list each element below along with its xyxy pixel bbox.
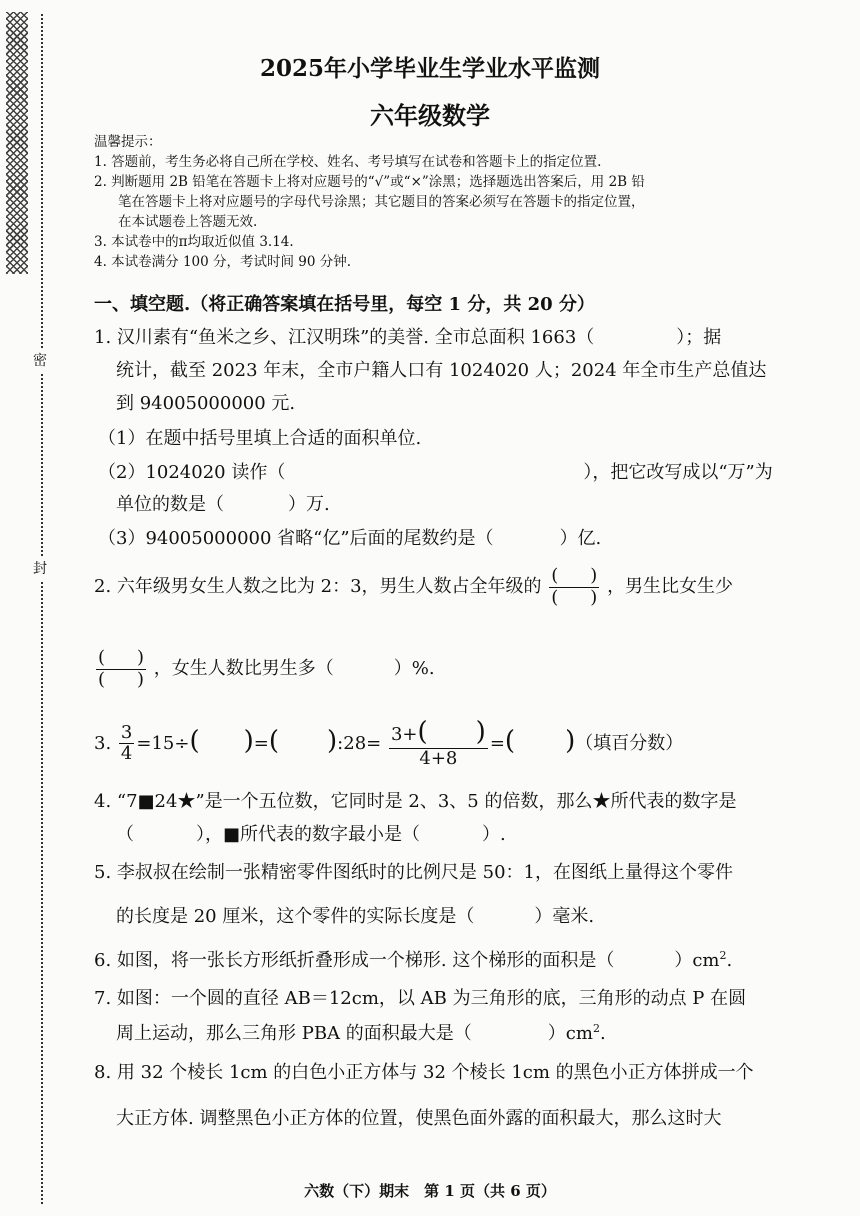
note-3: 3. 本试卷中的π均取近似值 3.14.	[94, 234, 294, 250]
q8-line1: 8. 用 32 个棱长 1cm 的白色小正方体与 32 个棱长 1cm 的黑色小正方体拼成一个	[94, 1062, 754, 1083]
q1-sub3-a: （3）94005000000 省略“亿”后面的尾数约是（	[98, 528, 494, 549]
section-1-heading: 一、填空题.（将正确答案填在括号里，每空 1 分，共 20 分）	[94, 294, 595, 315]
q4-text-b: ），■所代表的数字最小是（	[196, 824, 421, 845]
q3-eq1: =15÷	[136, 732, 190, 754]
q6-text-b: ）cm	[674, 950, 720, 971]
q1-sub2-d: ）万.	[288, 494, 330, 515]
q1-sub2-a: （2）1024020 读作（	[98, 462, 286, 483]
q4-text-c: ）.	[482, 824, 506, 845]
q7-sup: 2	[592, 1022, 600, 1035]
q8-line2: 大正方体. 调整黑色小正方体的位置，使黑色面外露的面积最大，那么这时大	[116, 1108, 722, 1129]
note-2-cont2: 在本试题卷上答题无效.	[118, 214, 258, 230]
q2-line2	[94, 648, 435, 690]
note-4: 4. 本试卷满分 100 分，考试时间 90 分钟.	[94, 254, 352, 270]
q1-sub2-c: 单位的数是（	[116, 494, 224, 515]
q3-eq3: :28=	[337, 732, 382, 754]
q1-sub3-line	[98, 524, 601, 550]
q1-sub1: （1）在题中括号里填上合适的面积单位.	[98, 428, 422, 449]
q3-eq4: =	[489, 732, 505, 754]
q3-label: 3.	[94, 732, 112, 754]
q3-fraction-blank: $\frac{3+( )}{4+8}$	[390, 717, 486, 769]
q1-text-a: 1. 汉川素有“鱼米之乡、江汉明珠”的美誉. 全市总面积 1663（	[94, 327, 595, 348]
q5-text-a: 的长度是 20 厘米，这个零件的实际长度是（	[116, 906, 475, 927]
q5-text-b: ）毫米.	[534, 906, 595, 927]
q4-text-a: （	[116, 824, 134, 845]
q7-text-b: ）cm	[547, 1023, 593, 1044]
q5-line2	[116, 902, 594, 928]
q2-text-d: ）%.	[393, 658, 435, 680]
q7-line2: 周上运动，那么三角形 PBA 的面积最大是（ ）$cm^2$.	[116, 1022, 606, 1044]
exam-title: 2025年小学毕业生学业水平监测	[259, 55, 600, 82]
q6-line: 6. 如图，将一张长方形纸折叠形成一个梯形. 这个梯形的面积是（ ）$cm^2$.	[94, 949, 733, 971]
q2-text-a: 2. 六年级男女生人数之比为 2：3，男生人数占全年级的	[94, 576, 542, 598]
page-footer: 六数（下）期末 第 1 页（共 6 页）	[304, 1182, 556, 1200]
q3-eq2: =	[253, 732, 269, 754]
q2-text-b: ，男生比女生少	[607, 576, 734, 598]
q6-sup: 2	[719, 949, 727, 962]
q4-line1: 4. “7■24★”是一个五位数，它同时是 2、3、5 的倍数，那么★所代表的数字是	[94, 791, 737, 812]
q3-fraction-3-4: $\frac{3}{4}$	[120, 721, 133, 765]
q1-sub2-line	[98, 458, 773, 484]
note-1: 1. 答题前，考生务必将自己所在学校、姓名、考号填写在试卷和答题卡上的指定位置.	[94, 154, 602, 170]
binding-dotted-line	[41, 14, 43, 1204]
q1-line3: 到 94005000000 元.	[116, 393, 296, 414]
q4-line2	[116, 820, 506, 846]
q2-text-c: ，女生人数比男生多（	[153, 658, 334, 680]
q5-line1: 5. 李叔叔在绘制一张精密零件图纸时的比例尺是 50：1，在图纸上量得这个零件	[94, 862, 733, 883]
binding-label-feng: 封	[33, 556, 47, 580]
q1-sub2-b: ），把它改写成以“万”为	[583, 462, 773, 483]
q1-text-b: ）；据	[676, 327, 722, 348]
notes-heading: 温馨提示：	[94, 134, 162, 150]
q2-fraction-blank-1: $\frac{( )}{( )}$	[551, 565, 598, 608]
exam-subtitle: 六年级数学	[370, 101, 490, 130]
binding-label-mi: 密	[33, 348, 47, 372]
q3-note: （填百分数）	[575, 732, 684, 754]
q2-line1	[94, 566, 733, 608]
q3-line: 3. $\frac{3}{4}$ =15÷( )=( ):28= $\frac{3+( )}{4+8}$ =( )（填百分数）	[94, 717, 684, 769]
q1-line1	[94, 323, 721, 349]
q1-sub3-b: ）亿.	[559, 528, 602, 549]
note-2-cont: 笔在答题卡上将对应题号的字母代号涂黑；其它题目的答案必须写在答题卡的指定位置，	[118, 194, 645, 210]
q1-line2: 统计，截至 2023 年末，全市户籍人口有 1024020 人；2024 年全市生产总值达	[116, 360, 767, 381]
note-2: 2. 判断题用 2B 铅笔在答题卡上将对应题号的“√”或“×”涂黑；选择题选出答案后，用 2B 铅	[94, 174, 645, 190]
q7-text-a: 周上运动，那么三角形 PBA 的面积最大是（	[116, 1023, 472, 1044]
q7-line1: 7. 如图：一个圆的直径 AB＝12cm，以 AB 为三角形的底，三角形的动点 P 在圆	[94, 988, 747, 1009]
q2-fraction-blank-2: $\frac{( )}{( )}$	[98, 647, 145, 690]
q6-text-a: 6. 如图，将一张长方形纸折叠形成一个梯形. 这个梯形的面积是（	[94, 950, 615, 971]
q1-sub2-line2	[116, 490, 330, 516]
